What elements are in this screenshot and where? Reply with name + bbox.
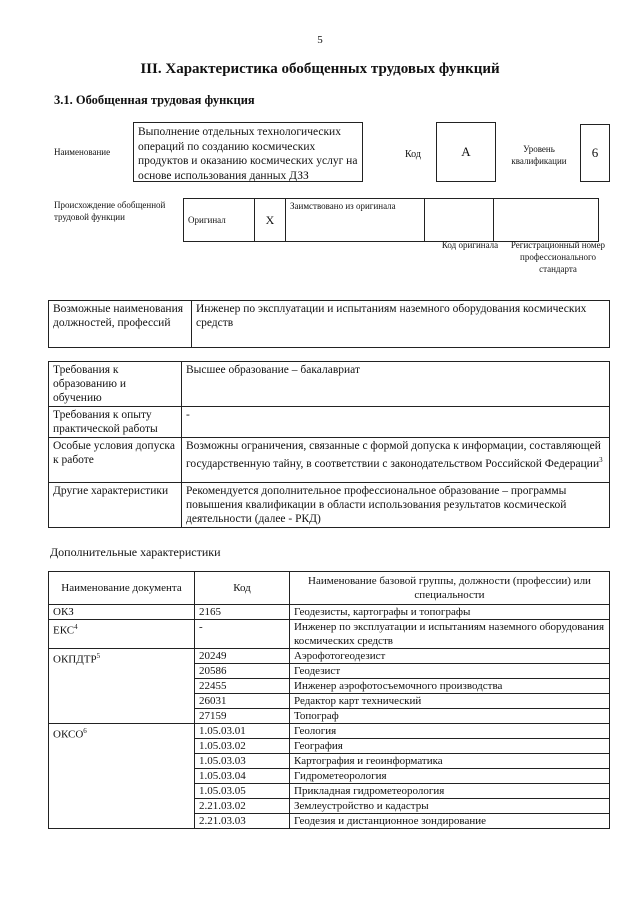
origin-original-label: Оригинал (184, 199, 255, 242)
requirement-label: Требования к опыту практической работы (49, 407, 182, 438)
code-cell: 1.05.03.03 (195, 754, 290, 769)
code-cell: 20249 (195, 649, 290, 664)
header-document: Наименование документа (49, 572, 195, 605)
extra-characteristics-table (48, 571, 610, 829)
requirement-label: Другие характеристики (49, 483, 182, 528)
doc-name (49, 605, 195, 620)
requirement-value: Возможны ограничения, связанные с формой допуска к информации, составляющей государственную тайну, в соответствии с законодательством Российской Федерации (186, 440, 601, 470)
code-cell: 2.21.03.03 (195, 814, 290, 829)
function-code-value: A (436, 122, 496, 182)
name-cell: Прикладная гидрометеорология (290, 784, 610, 799)
section-title: 3.1. Обобщенная трудовая функция (54, 93, 255, 107)
positions-table (48, 300, 610, 348)
origin-reg-number-label: Регистрационный номер профессионального стандарта (510, 240, 606, 274)
name-cell: Гидрометеорология (290, 769, 610, 784)
qualification-level-value: 6 (580, 124, 610, 182)
footnote-mark: 4 (74, 623, 78, 631)
doc-label: ОКСО (53, 728, 84, 741)
table-row (49, 407, 610, 438)
origin-table (183, 198, 599, 242)
origin-reg-cell (494, 199, 599, 242)
header-name: Наименование базовой группы, должности (профессии) или специальности (290, 572, 610, 605)
table-row (49, 724, 610, 739)
requirement-value: Высшее образование – бакалавриат (182, 362, 610, 407)
code-cell: 26031 (195, 694, 290, 709)
positions-label: Возможные наименования должностей, профессий (49, 301, 192, 348)
table-row (49, 649, 610, 664)
name-cell: Картография и геоинформатика (290, 754, 610, 769)
requirement-value: - (182, 407, 610, 438)
code-cell: 1.05.03.05 (195, 784, 290, 799)
table-row (49, 438, 610, 483)
name-cell: Геодезист (290, 664, 610, 679)
doc-label: ЕКС (53, 624, 75, 637)
footnote-mark: 6 (83, 727, 87, 735)
requirements-table (48, 361, 610, 528)
table-row (49, 605, 610, 620)
requirement-value-cell (182, 438, 610, 483)
code-cell: 1.05.03.01 (195, 724, 290, 739)
page-number: 5 (317, 34, 323, 46)
code-cell: 2165 (195, 605, 290, 620)
name-cell: Инженер аэрофотосъемочного производства (290, 679, 610, 694)
origin-code-label: Код оригинала (441, 240, 499, 250)
code-cell: 2.21.03.02 (195, 799, 290, 814)
doc-name (49, 620, 195, 649)
positions-value: Инженер по эксплуатации и испытаниям наземного оборудования космических средств (192, 301, 610, 348)
requirement-value: Рекомендуется дополнительное профессиональное образование – программы повышения квалификации в области использования результатов космической деятельности (далее - РКД) (182, 483, 610, 528)
code-cell: 20586 (195, 664, 290, 679)
name-cell: Топограф (290, 709, 610, 724)
origin-borrowed-label: Заимствовано из оригинала (286, 199, 425, 242)
name-cell: География (290, 739, 610, 754)
name-cell: Аэрофотогеодезист (290, 649, 610, 664)
code-cell: 1.05.03.04 (195, 769, 290, 784)
code-cell: 22455 (195, 679, 290, 694)
doc-name (49, 649, 195, 724)
name-cell: Инженер по эксплуатации и испытаниям наземного оборудования космических средств (290, 620, 610, 649)
function-name-label: Наименование (54, 147, 111, 157)
header-code: Код (195, 572, 290, 605)
name-cell: Геодезия и дистанционное зондирование (290, 814, 610, 829)
doc-name (49, 724, 195, 829)
name-cell: Геология (290, 724, 610, 739)
name-cell: Землеустройство и кадастры (290, 799, 610, 814)
table-row (49, 483, 610, 528)
code-cell: 1.05.03.02 (195, 739, 290, 754)
doc-label: ОКЗ (53, 606, 74, 618)
name-cell: Редактор карт технический (290, 694, 610, 709)
page-title: III. Характеристика обобщенных трудовых функций (140, 61, 500, 77)
origin-code-cell (425, 199, 494, 242)
table-row (49, 620, 610, 649)
origin-label: Происхождение обобщенной трудовой функции (54, 200, 166, 222)
requirement-label: Особые условия допуска к работе (49, 438, 182, 483)
requirement-label: Требования к образованию и обучению (49, 362, 182, 407)
doc-label: ОКПДТР (53, 653, 97, 666)
footnote-mark: 3 (599, 456, 603, 464)
extra-characteristics-title: Дополнительные характеристики (50, 545, 221, 559)
qualification-level-label: Уровень квалификации (511, 144, 567, 166)
name-cell: Геодезисты, картографы и топографы (290, 605, 610, 620)
function-code-label: Код (405, 149, 421, 160)
code-cell: 27159 (195, 709, 290, 724)
table-row (49, 362, 610, 407)
code-cell: - (195, 620, 290, 649)
origin-original-mark: X (255, 199, 286, 242)
footnote-mark: 5 (96, 652, 101, 660)
function-name-value: Выполнение отдельных технологических операций по созданию космических продуктов и оказанию космических услуг на основе использования данных ДЗЗ (133, 122, 363, 182)
table-header-row (49, 572, 610, 605)
